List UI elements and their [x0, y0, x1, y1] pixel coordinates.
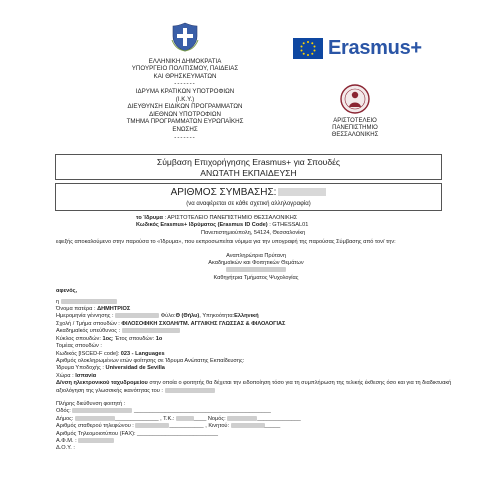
- cycle-row: Κύκλος σπουδών: 1ος; Έτος σπουδών: 1ο: [56, 335, 163, 342]
- redacted-value: [227, 416, 257, 421]
- representation-text: εφεξής αποκαλούμενο στην παρούσα το «Ίδρυμα», που εκπροσωπείται νόμιμα για την υπογραφή της παρούσας Σύμβασης από τον/ την:: [56, 239, 396, 246]
- supervisor-row: [56, 328, 456, 335]
- auth-name-line: ΠΑΝΕΠΙΣΤΗΜΙΟ: [332, 125, 378, 132]
- email-text: στην οποία ο φοιτητής θα δέχεται την ειδοποίηση τόσο για τη συμπλήρωση της τελικής έκθεσης όσο και για τη διαδικτυακή αξιολόγηση της γλωσσικής ικανότητας του :: [56, 380, 452, 394]
- header-line: ΔΙΕΥΘΥΝΣΗ ΕΙΔΙΚΩΝ ΠΡΟΓΡΑΜΜΑΤΩΝ: [127, 103, 243, 111]
- gender-value: Θ (Θήλυ): [175, 313, 200, 320]
- afm-row: [56, 438, 456, 445]
- dob-label: Ημερομηνία γέννησης :: [56, 313, 114, 320]
- erasmus-code-value: : GTHESSAL01: [269, 222, 309, 229]
- party-article: η: [56, 298, 60, 305]
- header-line: ΤΜΗΜΑ ΠΡΟΓΡΑΜΜΑΤΩΝ ΕΥΡΩΠΑΪΚΗΣ: [126, 118, 244, 126]
- institution-label: το Ίδρυμα: [136, 215, 163, 221]
- header-line: ΚΑΙ ΘΡΗΣΚΕΥΜΑΤΩΝ: [153, 72, 217, 80]
- street-label: Οδός:: [56, 408, 71, 415]
- host-value: Universidad de Sevilla: [105, 365, 165, 372]
- eu-flag-icon: [293, 38, 323, 59]
- country-row: [56, 373, 456, 380]
- fax-label: Αριθμός Τηλεομοιοτύπου (FAX):: [56, 430, 136, 437]
- ministry-header: [70, 22, 300, 141]
- phone-row: Αριθμός σταθερού τηλεφώνου : ___________ , Κινητού: _____: [56, 423, 281, 430]
- title-box: [55, 154, 442, 180]
- redacted-value: [231, 423, 265, 428]
- header-line: ΔΙΕΘΝΩΝ ΥΠΟΤΡΟΦΙΩΝ: [149, 110, 221, 118]
- auth-name-line: ΘΕΣΣΑΛΟΝΙΚΗΣ: [331, 132, 379, 139]
- redacted-value: [176, 416, 194, 421]
- doy-label: Δ.Ο.Υ. :: [56, 445, 75, 452]
- gender-label: Φύλο:: [160, 313, 176, 320]
- header-line: (Ι.Κ.Υ.): [175, 95, 195, 103]
- party-afenos: αφενός,: [56, 288, 78, 295]
- supervisor-label: Ακαδημαϊκός υπεύθυνος :: [56, 328, 121, 335]
- isced-row: [56, 351, 456, 358]
- header-separator: -------: [174, 133, 196, 141]
- email-row: [56, 380, 456, 395]
- redacted-value: [61, 299, 117, 304]
- erasmus-code-row: [56, 222, 456, 229]
- address-heading: Πλήρης διεύθυνση φοιτητή :: [56, 400, 126, 407]
- header-line: ΙΔΡΥΜΑ ΚΡΑΤΙΚΩΝ ΥΠΟΤΡΟΦΙΩΝ: [135, 87, 235, 95]
- redacted-value: [78, 438, 114, 443]
- father-name-value: ΔΗΜΗΤΡΙΟΣ: [97, 306, 131, 313]
- street-row: Οδός: ____________________________________________: [56, 408, 271, 415]
- doy-row: [56, 445, 456, 452]
- tk-label: Τ.Κ.:: [163, 415, 175, 422]
- municipality-row: Δήμος: ______________ , Τ.Κ.: ____ Νομός: ______________: [56, 415, 301, 422]
- auth-name: [320, 118, 390, 140]
- host-label: Ίδρυμα Υποδοχής :: [56, 365, 104, 372]
- school-value: ΦΙΛΟΣΟΦΙΚΗ ΣΧΟΛΗ/ΤΜ. ΑΓΓΛΙΚΗΣ ΓΛΩΣΣΑΣ & ΦΙΛΟΛΟΓΙΑΣ: [121, 320, 286, 327]
- school-label: Σχολή / Τμήμα σπουδών :: [56, 320, 120, 327]
- redacted-value: [135, 423, 169, 428]
- auth-seal-icon: [340, 84, 370, 114]
- cycle-label: Κύκλος σπουδών:: [56, 335, 101, 342]
- field-row: [56, 343, 456, 350]
- nationality-value: Ελληνική: [234, 313, 259, 320]
- document-title: Σύμβαση Επιχορήγησης Erasmus+ για Σπουδές: [156, 157, 341, 167]
- field-label: Τομέας σπουδών :: [56, 343, 102, 350]
- prefecture-label: Νομός:: [207, 415, 226, 422]
- redacted-value: [72, 408, 132, 413]
- contract-body: [56, 215, 456, 453]
- father-name-label: Όνομα πατέρα :: [56, 306, 96, 313]
- representative-role: Καθηγήτρια Τμήματος Ψυχολογίας: [213, 274, 299, 281]
- institution-address: Πανεπιστημιούπολη, 54124, Θεσσαλονίκη: [201, 229, 306, 236]
- redacted-value: [75, 416, 115, 421]
- year-value: 1ο: [155, 335, 163, 342]
- redacted-value: [278, 188, 326, 196]
- party-student: [56, 299, 456, 306]
- institution-row: [56, 215, 456, 222]
- host-row: [56, 365, 456, 372]
- header-separator: -------: [174, 80, 196, 88]
- phone-label: Αριθμός σταθερού τηλεφώνου :: [56, 423, 134, 430]
- erasmus-code-label: Κωδικός Erasmus+ Ιδρύματος (Erasmus ID Code): [136, 222, 268, 229]
- document-subtitle: ΑΝΩΤΑΤΗ ΕΚΠΑΙΔΕΥΣΗ: [200, 168, 297, 178]
- mobile-label: Κινητού:: [208, 423, 230, 430]
- auth-name-line: ΑΡΙΣΤΟΤΕΛΕΙΟ: [333, 118, 377, 124]
- afm-label: Α.Φ.Μ. :: [56, 437, 77, 444]
- fax-row: Αριθμός Τηλεομοιοτύπου (FAX): __________________________: [56, 430, 218, 437]
- header-line: ΕΝΩΣΗΣ: [172, 125, 198, 133]
- erasmus-wordmark: Erasmus+: [328, 36, 422, 59]
- greek-coat-of-arms-icon: [170, 22, 200, 52]
- redacted-value: [165, 388, 215, 393]
- completed-years-label: Αριθμός ολοκληρωμένων ετών φοίτησης σε Ίδρυμα Ανώτατης Εκπαίδευσης:: [56, 357, 245, 364]
- header-line: ΕΛΛΗΝΙΚΗ ΔΗΜΟΚΡΑΤΙΑ: [148, 57, 222, 65]
- representative-role: Ακαδημαϊκών και Φοιτητικών Θεμάτων: [208, 260, 304, 267]
- country-label: Χώρα :: [56, 372, 74, 379]
- nationality-label: Υπηκοότητα:: [202, 313, 235, 320]
- contract-note: (να αναφέρεται σε κάθε σχετική αλληλογραφία): [186, 201, 311, 207]
- isced-label: Κωδικός [ISCED-F code]:: [56, 350, 120, 357]
- isced-value: 023 - Languages: [120, 350, 165, 357]
- year-label: Έτος σπουδών:: [115, 335, 155, 342]
- institution-value: : ΑΡΙΣΤΟΤΕΛΕΙΟ ΠΑΝΕΠΙΣΤΗΜΙΟ ΘΕΣΣΑΛΟΝΙΚΗΣ: [164, 215, 298, 221]
- representative-role: Αναπληρώτρια Πρύτανη: [226, 252, 286, 259]
- municipality-label: Δήμος:: [56, 415, 74, 422]
- dob-row: Ημερομηνία γέννησης : Φύλο:Θ (Θήλυ), Υπηκοότητα:Ελληνική: [56, 313, 259, 320]
- representative-name: [56, 267, 456, 274]
- email-label: Δ/νση ηλεκτρονικού ταχυδρομείου: [56, 380, 148, 387]
- redacted-value: [115, 313, 159, 318]
- country-value: Ισπανία: [75, 372, 97, 379]
- header-line: ΥΠΟΥΡΓΕΙΟ ΠΟΛΙΤΙΣΜΟΥ, ΠΑΙΔΕΙΑΣ: [131, 65, 239, 73]
- erasmus-logo: [293, 36, 433, 60]
- redacted-value: [122, 328, 180, 333]
- cycle-value: 1ος: [102, 335, 112, 342]
- contract-number-box: [55, 183, 442, 211]
- contract-number-label: ΑΡΙΘΜΟΣ ΣΥΜΒΑΣΗΣ:: [170, 187, 277, 198]
